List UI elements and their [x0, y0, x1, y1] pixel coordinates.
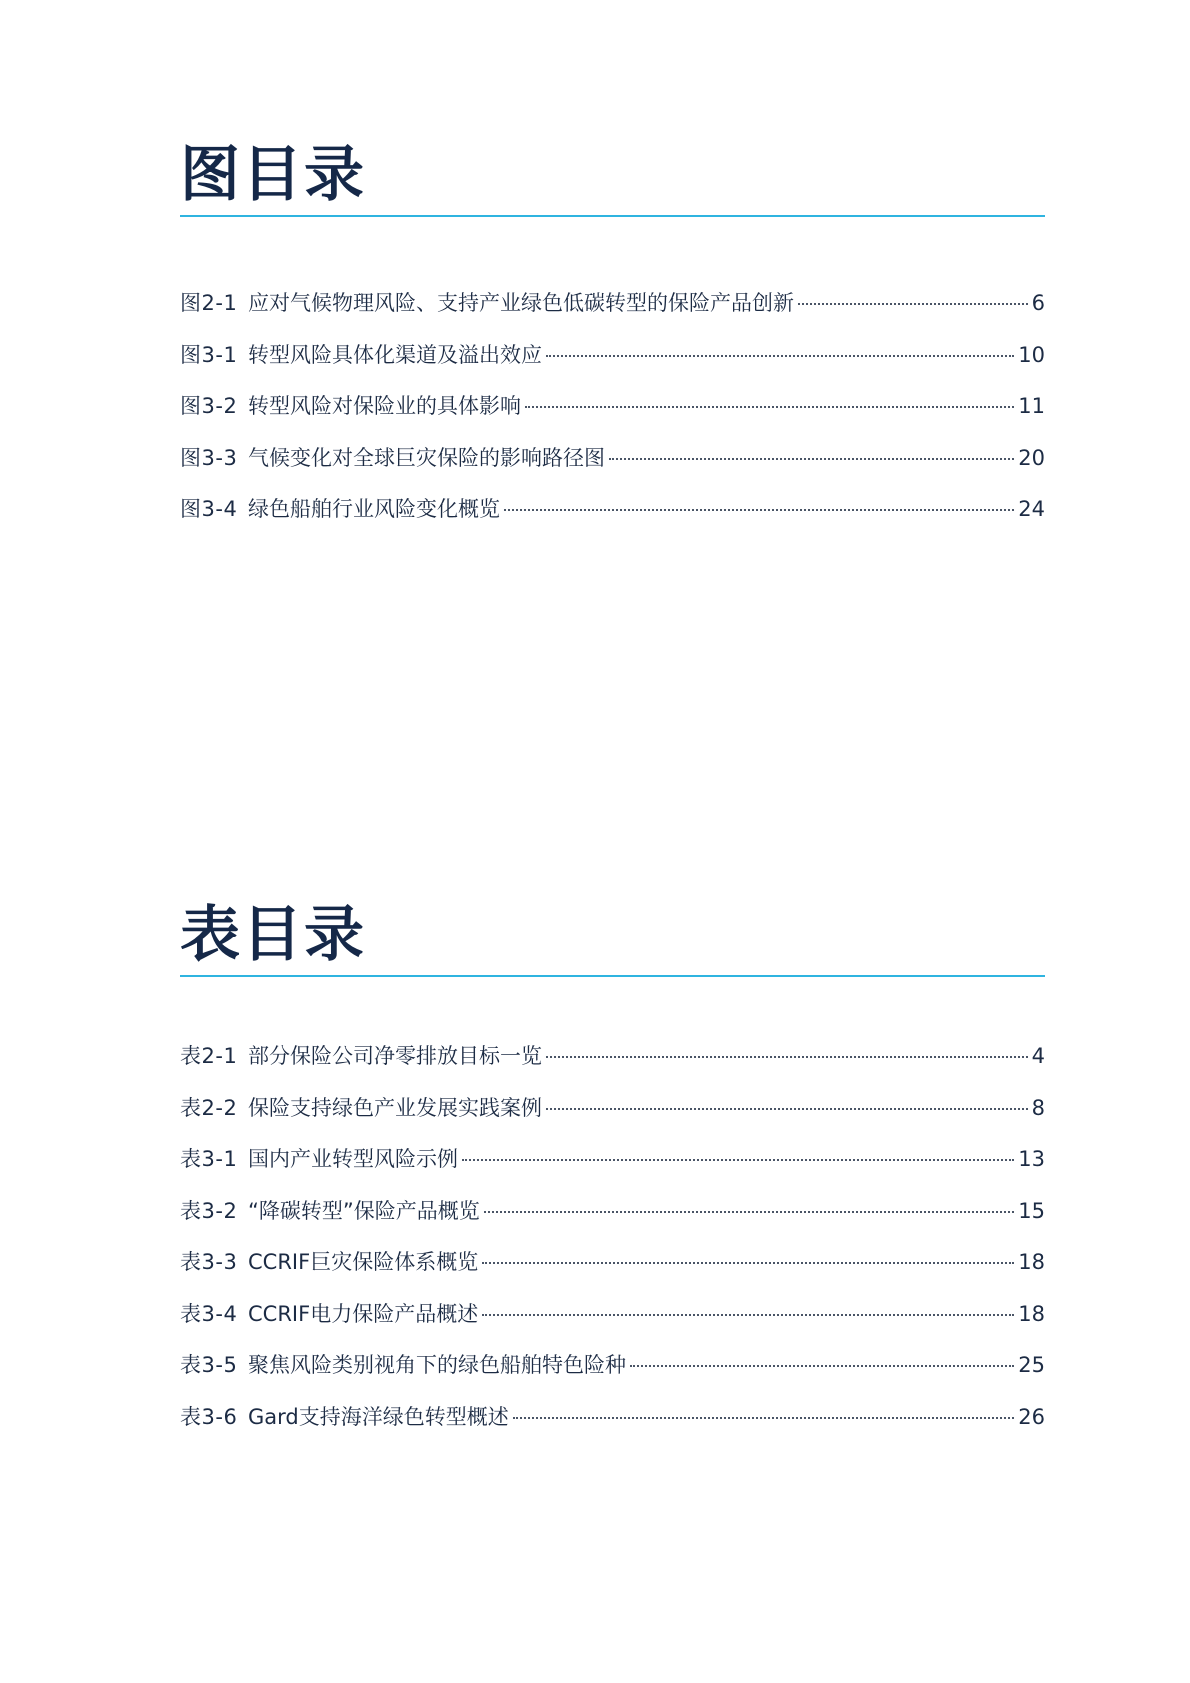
entry-page: 10	[1018, 342, 1045, 367]
toc-entry[interactable]	[180, 1195, 1045, 1247]
toc-entry[interactable]	[180, 1401, 1045, 1453]
entry-page: 18	[1018, 1301, 1045, 1326]
entry-number: 图3-1	[180, 342, 238, 367]
title-divider	[180, 215, 1045, 217]
toc-entry[interactable]	[180, 1040, 1045, 1092]
entry-page: 20	[1018, 445, 1045, 470]
dot-leader	[609, 458, 1014, 460]
toc-entry[interactable]	[180, 339, 1045, 391]
entry-label: 国内产业转型风险示例	[248, 1147, 458, 1171]
title-divider	[180, 975, 1045, 977]
dot-leader	[630, 1365, 1014, 1367]
toc-entry[interactable]	[180, 1298, 1045, 1350]
entry-number: 表3-1	[180, 1147, 238, 1171]
entry-page: 4	[1031, 1044, 1045, 1068]
entry-page: 18	[1018, 1250, 1045, 1274]
entry-label: CCRIF电力保险产品概述	[248, 1301, 479, 1326]
entry-page: 15	[1018, 1198, 1045, 1223]
entry-number: 表3-4	[180, 1301, 238, 1326]
entry-number: 表2-2	[180, 1095, 238, 1120]
figure-list-title: 图目录	[180, 140, 366, 210]
entry-label: Gard支持海洋绿色转型概述	[248, 1404, 509, 1429]
entry-label: 聚焦风险类别视角下的绿色船舶特色险种	[248, 1353, 626, 1377]
entry-number: 图3-4	[180, 497, 238, 521]
entry-number: 表2-1	[180, 1044, 238, 1068]
figure-entries	[180, 287, 1045, 545]
dot-leader	[546, 355, 1014, 357]
entry-label: CCRIF巨灾保险体系概览	[248, 1250, 479, 1274]
entry-label: 转型风险具体化渠道及溢出效应	[248, 342, 542, 367]
dot-leader	[482, 1262, 1014, 1264]
dot-leader	[504, 509, 1014, 511]
entry-page: 6	[1031, 291, 1045, 315]
entry-label: 应对气候物理风险、支持产业绿色低碳转型的保险产品创新	[248, 291, 794, 315]
dot-leader	[513, 1417, 1015, 1419]
toc-entry[interactable]	[180, 1092, 1045, 1144]
entry-label: 保险支持绿色产业发展实践案例	[248, 1095, 542, 1120]
entry-number: 图3-3	[180, 445, 238, 470]
entry-number: 表3-3	[180, 1250, 238, 1274]
entry-label: 转型风险对保险业的具体影响	[248, 394, 521, 418]
dot-leader	[482, 1314, 1014, 1316]
toc-entry[interactable]	[180, 287, 1045, 339]
toc-entry[interactable]	[180, 390, 1045, 442]
entry-number: 图2-1	[180, 291, 238, 315]
entry-number: 表3-6	[180, 1404, 238, 1429]
toc-entry[interactable]	[180, 1246, 1045, 1298]
figure-list-section	[180, 140, 1045, 545]
dot-leader	[484, 1211, 1015, 1213]
entry-page: 25	[1018, 1353, 1045, 1377]
entry-number: 表3-2	[180, 1198, 238, 1223]
table-list-title: 表目录	[180, 900, 366, 970]
entry-page: 8	[1031, 1095, 1045, 1120]
entry-page: 26	[1018, 1404, 1045, 1429]
dot-leader	[798, 303, 1028, 305]
entry-label: 绿色船舶行业风险变化概览	[248, 497, 500, 521]
table-list-section	[180, 900, 1045, 1452]
dot-leader	[525, 406, 1014, 408]
entry-label: 气候变化对全球巨灾保险的影响路径图	[248, 445, 605, 470]
dot-leader	[546, 1056, 1028, 1058]
dot-leader	[462, 1159, 1014, 1161]
entry-number: 图3-2	[180, 394, 238, 418]
entry-number: 表3-5	[180, 1353, 238, 1377]
toc-entry[interactable]	[180, 442, 1045, 494]
toc-entry[interactable]	[180, 493, 1045, 545]
entry-page: 11	[1018, 394, 1045, 418]
entry-page: 24	[1018, 497, 1045, 521]
entry-label: “降碳转型”保险产品概览	[248, 1198, 480, 1223]
entry-page: 13	[1018, 1147, 1045, 1171]
toc-entry[interactable]	[180, 1349, 1045, 1401]
entry-label: 部分保险公司净零排放目标一览	[248, 1044, 542, 1068]
dot-leader	[546, 1108, 1028, 1110]
table-entries	[180, 1040, 1045, 1452]
toc-entry[interactable]	[180, 1143, 1045, 1195]
